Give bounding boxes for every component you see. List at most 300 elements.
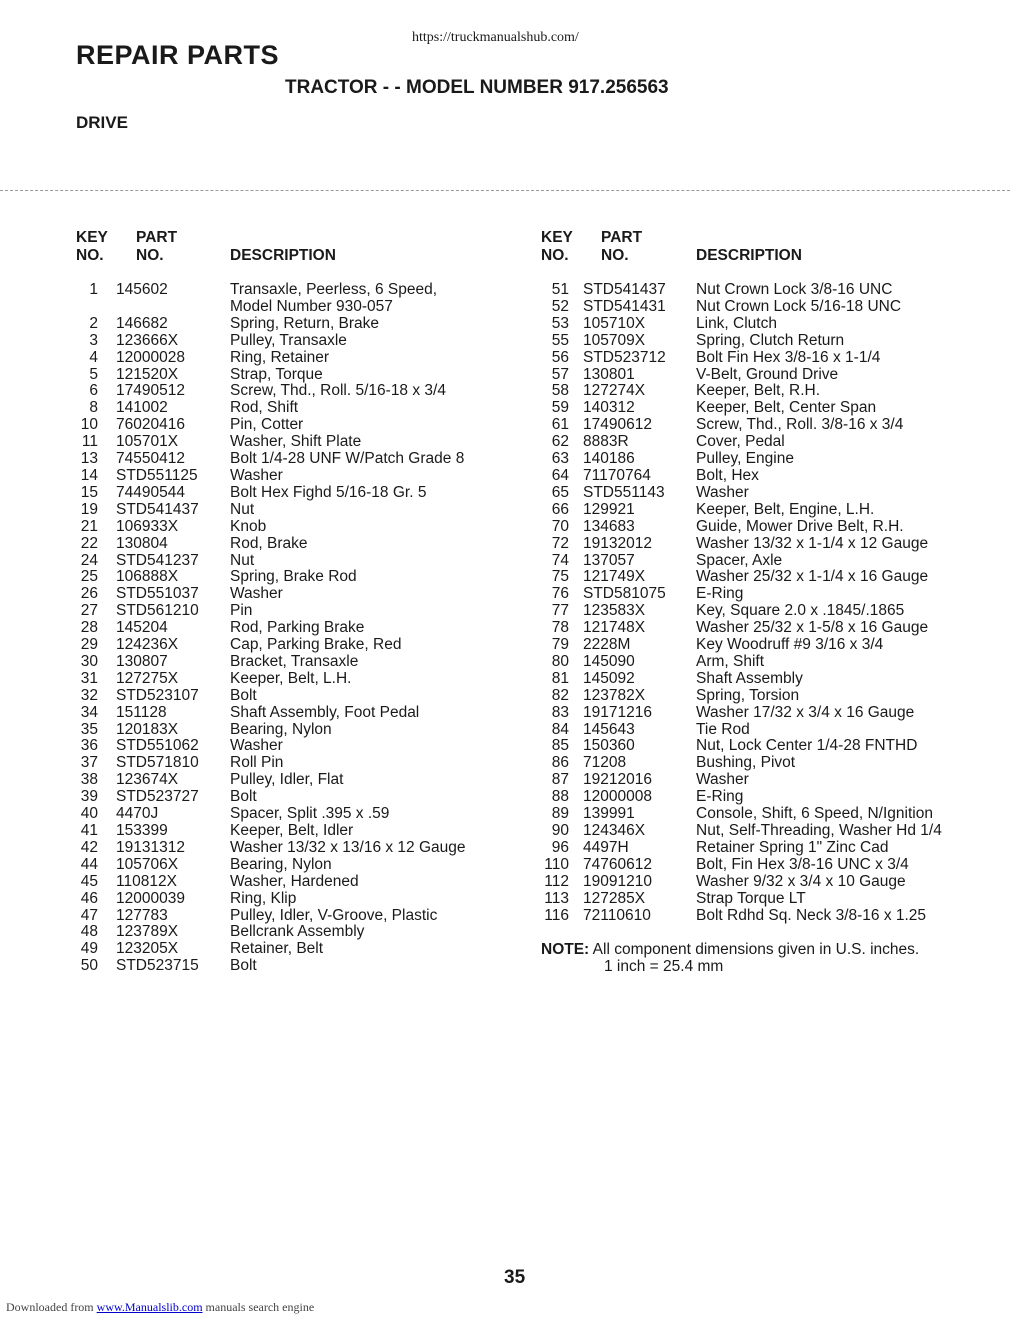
part-description: Washer 17/32 x 3/4 x 16 Gauge (696, 703, 915, 721)
part-number: 127274X (583, 382, 646, 400)
table-row (541, 553, 942, 570)
key-number: 19 (80, 500, 98, 518)
table-row (76, 755, 466, 772)
part-description: Tie Rod (696, 720, 750, 738)
part-description: Washer (230, 737, 283, 755)
part-description: Arm, Shift (696, 652, 765, 670)
part-number: STD571810 (116, 754, 199, 772)
key-number: 55 (551, 331, 569, 349)
part-number: 76020416 (116, 416, 185, 434)
key-number: 50 (80, 957, 98, 975)
part-description: Keeper, Belt, Idler (230, 822, 354, 839)
key-number: 21 (80, 517, 98, 535)
table-row (76, 586, 466, 603)
key-number: 110 (544, 855, 569, 873)
key-number: 83 (551, 703, 569, 721)
part-number: STD523715 (116, 957, 199, 975)
part-description: Spring, Clutch Return (696, 331, 845, 349)
table-row (541, 299, 942, 316)
table-row (76, 316, 466, 333)
part-description: Roll Pin (230, 754, 284, 772)
key-number: 47 (80, 906, 98, 924)
table-row (76, 553, 466, 570)
part-number: 110812X (116, 872, 177, 890)
table-row (541, 434, 942, 451)
table-row (76, 400, 466, 417)
table-row (541, 519, 942, 536)
table-row (541, 502, 942, 519)
table-row (541, 282, 942, 299)
part-description: Spring, Torsion (696, 686, 800, 704)
part-description: Keeper, Belt, L.H. (230, 669, 352, 687)
table-row (541, 468, 942, 485)
part-description: Pulley, Idler, V-Groove, Plastic (230, 906, 438, 924)
part-description: Guide, Mower Drive Belt, R.H. (696, 517, 904, 535)
key-number: 70 (551, 517, 569, 535)
part-number: 145090 (583, 652, 635, 670)
part-number: 4470J (116, 805, 159, 823)
table-row (541, 451, 942, 468)
part-description: Retainer Spring 1" Zinc Cad (696, 838, 889, 856)
part-number: STD541237 (116, 551, 199, 569)
key-number: 42 (80, 838, 98, 856)
part-description: Bolt 1/4-28 UNF W/Patch Grade 8 (230, 450, 465, 468)
key-number: 46 (80, 889, 98, 907)
table-row (76, 772, 466, 789)
key-number: 30 (80, 652, 98, 670)
part-description: Ring, Retainer (230, 348, 330, 366)
table-row (541, 789, 942, 806)
header-key: KEY (541, 229, 573, 246)
part-number: 12000039 (116, 889, 185, 907)
key-number: 79 (551, 636, 569, 654)
part-number: 19132012 (583, 534, 652, 552)
key-number: 76 (551, 585, 569, 603)
part-description: Screw, Thd., Roll. 3/8-16 x 3/4 (696, 416, 904, 434)
part-number: 124236X (116, 636, 179, 654)
part-number: 71170764 (583, 466, 651, 484)
part-description: Rod, Parking Brake (230, 619, 365, 637)
part-number: STD523107 (116, 686, 199, 704)
header-key: KEY (76, 229, 108, 246)
key-number: 40 (80, 805, 98, 823)
key-number: 63 (551, 450, 569, 468)
key-number: 59 (551, 399, 569, 417)
table-row (76, 367, 466, 384)
part-number: 123674X (116, 771, 179, 789)
key-number: 72 (551, 534, 569, 552)
key-number: 51 (551, 281, 569, 298)
part-description: Nut, Lock Center 1/4-28 FNTHD (696, 737, 918, 755)
part-number: 151128 (116, 703, 167, 721)
header-part: PART (601, 229, 643, 246)
table-row (541, 350, 942, 367)
part-description: Nut Crown Lock 3/8-16 UNC (696, 281, 893, 298)
part-description: Link, Clutch (696, 314, 777, 332)
part-number: 8883R (583, 433, 629, 451)
key-number: 8 (89, 399, 98, 417)
header-description: DESCRIPTION (696, 247, 802, 264)
key-number: 53 (551, 314, 569, 332)
part-number: 12000028 (116, 348, 185, 366)
part-number: 105710X (583, 314, 646, 332)
part-description: Key Woodruff #9 3/16 x 3/4 (696, 636, 884, 654)
table-row (541, 772, 942, 789)
part-number: 129921 (583, 500, 635, 518)
manualslib-link[interactable]: www.Manualslib.com (96, 1300, 203, 1314)
part-description: Bolt (230, 686, 257, 704)
table-row (541, 806, 942, 823)
key-number: 88 (551, 788, 569, 806)
part-number: 105706X (116, 855, 179, 873)
header-key-no: NO. (76, 247, 104, 264)
key-number: 75 (551, 568, 569, 586)
key-number: 84 (551, 720, 569, 738)
part-number: 145602 (116, 281, 168, 298)
part-number: 127275X (116, 669, 179, 687)
table-row (76, 434, 466, 451)
table-row (76, 958, 466, 975)
table-header (76, 228, 466, 282)
part-description: Washer 9/32 x 3/4 x 10 Gauge (696, 872, 906, 890)
part-description: Pulley, Engine (696, 450, 794, 468)
table-row (76, 908, 466, 925)
table-header (541, 228, 942, 282)
part-number: 121749X (583, 568, 646, 586)
table-row (541, 722, 942, 739)
part-number: 17490612 (583, 416, 652, 434)
key-number: 6 (89, 382, 98, 400)
table-row (541, 637, 942, 654)
part-number: 123782X (583, 686, 646, 704)
part-description: Washer, Hardened (230, 872, 359, 890)
part-number: STD561210 (116, 602, 199, 620)
part-description: Bracket, Transaxle (230, 652, 359, 670)
key-number: 65 (551, 483, 569, 501)
part-description: Bearing, Nylon (230, 855, 332, 873)
part-description: Knob (230, 517, 267, 535)
table-row (76, 789, 466, 806)
note-conversion: 1 inch = 25.4 mm (604, 958, 724, 975)
part-number: 17490512 (116, 382, 185, 400)
table-row (76, 722, 466, 739)
part-number: 120183X (116, 720, 179, 738)
key-number: 27 (80, 602, 98, 620)
part-description: Retainer, Belt (230, 940, 324, 958)
table-row (541, 688, 942, 705)
footer (6, 1300, 314, 1315)
part-number: 106888X (116, 568, 179, 586)
divider (0, 190, 1010, 191)
page-title: REPAIR PARTS (76, 40, 280, 70)
key-number: 89 (551, 805, 569, 823)
key-number: 52 (551, 297, 569, 315)
table-row (541, 367, 942, 384)
key-number: 5 (89, 365, 98, 383)
part-description: Strap, Torque (230, 365, 323, 383)
table-row (76, 282, 466, 316)
key-number: 45 (80, 872, 98, 890)
key-number: 13 (80, 450, 98, 468)
key-number: 77 (551, 602, 569, 620)
table-row (76, 383, 466, 400)
table-row (76, 806, 466, 823)
table-row (541, 536, 942, 553)
part-number: 140186 (583, 450, 635, 468)
part-number: 12000008 (583, 788, 652, 806)
part-description: Bellcrank Assembly (230, 923, 365, 941)
part-number: STD541437 (116, 500, 199, 518)
key-number: 38 (80, 771, 98, 789)
part-description: Spacer, Axle (696, 551, 783, 569)
part-description: Washer (696, 483, 749, 501)
part-description: Bearing, Nylon (230, 720, 332, 738)
key-number: 37 (80, 754, 98, 772)
part-description: Washer 13/32 x 13/16 x 12 Gauge (230, 838, 466, 856)
key-number: 57 (551, 365, 569, 383)
part-description: Spring, Brake Rod (230, 568, 357, 586)
part-description: Nut (230, 500, 255, 518)
part-description: Spring, Return, Brake (230, 314, 380, 332)
part-description: Rod, Shift (230, 399, 299, 417)
part-number: 130804 (116, 534, 168, 552)
part-number: 74760612 (583, 855, 652, 873)
part-number: STD523712 (583, 348, 666, 366)
part-number: 140312 (583, 399, 635, 417)
model-subtitle: TRACTOR - - MODEL NUMBER 917.256563 (285, 77, 669, 98)
part-description: Screw, Thd., Roll. 5/16-18 x 3/4 (230, 382, 446, 400)
table-row (541, 316, 942, 333)
part-description: Bolt Hex Fighd 5/16-18 Gr. 5 (230, 483, 427, 501)
part-number: 19091210 (583, 872, 652, 890)
part-description: Washer 25/32 x 1-5/8 x 16 Gauge (696, 619, 929, 637)
part-number: 123789X (116, 923, 179, 941)
part-number: 139991 (583, 805, 635, 823)
header-key-no: NO. (541, 247, 569, 264)
part-description: Bushing, Pivot (696, 754, 796, 772)
part-description: Bolt (230, 957, 257, 975)
part-number: 134683 (583, 517, 635, 535)
table-row (76, 654, 466, 671)
key-number: 31 (80, 669, 98, 687)
part-number: 121520X (116, 365, 179, 383)
part-description: Cover, Pedal (696, 433, 785, 451)
part-number: STD581075 (583, 585, 666, 603)
key-number: 86 (551, 754, 569, 772)
dimension-note (541, 941, 919, 975)
part-description: E-Ring (696, 585, 744, 603)
key-number: 74 (551, 551, 569, 569)
header-part-no: NO. (136, 247, 164, 264)
part-number: 124346X (583, 822, 646, 839)
note-text: All component dimensions given in U.S. inches. (592, 941, 920, 958)
header-part-no: NO. (601, 247, 629, 264)
part-number: 150360 (583, 737, 635, 755)
part-number: 145204 (116, 619, 168, 637)
table-row (76, 485, 466, 502)
table-row (541, 603, 942, 620)
part-description: Bolt (230, 788, 257, 806)
part-description: Console, Shift, 6 Speed, N/Ignition (696, 805, 933, 823)
part-number: STD551037 (116, 585, 199, 603)
key-number: 36 (80, 737, 98, 755)
part-description: Pulley, Idler, Flat (230, 771, 344, 789)
part-number: 146682 (116, 314, 168, 332)
table-row (76, 857, 466, 874)
part-description: Keeper, Belt, Engine, L.H. (696, 500, 875, 518)
part-description: Washer (696, 771, 749, 789)
key-number: 113 (544, 889, 569, 907)
part-description: Washer (230, 585, 283, 603)
table-row (541, 620, 942, 637)
key-number: 49 (80, 940, 98, 958)
key-number: 11 (81, 433, 98, 451)
key-number: 3 (89, 331, 98, 349)
part-number: STD541437 (583, 281, 666, 298)
part-number: 123666X (116, 331, 179, 349)
key-number: 66 (551, 500, 569, 518)
table-row (76, 502, 466, 519)
table-row (541, 654, 942, 671)
part-number: 19171216 (583, 703, 652, 721)
key-number: 62 (551, 433, 569, 451)
table-row (541, 383, 942, 400)
part-number: STD551125 (116, 466, 198, 484)
footer-prefix: Downloaded from (6, 1300, 94, 1314)
key-number: 10 (80, 416, 98, 434)
table-row (541, 333, 942, 350)
part-number: 105701X (116, 433, 179, 451)
part-number: 130801 (583, 365, 635, 383)
part-number: 74550412 (116, 450, 185, 468)
page-number: 35 (504, 1267, 526, 1288)
key-number: 39 (80, 788, 98, 806)
key-number: 4 (89, 348, 98, 366)
key-number: 35 (80, 720, 98, 738)
table-row (541, 755, 942, 772)
key-number: 112 (544, 872, 569, 890)
key-number: 116 (544, 906, 569, 924)
key-number: 26 (80, 585, 98, 603)
part-number: 2228M (583, 636, 631, 654)
table-row (76, 350, 466, 367)
part-description: Transaxle, Peerless, 6 Speed, Model Number 930-057 (230, 281, 438, 315)
part-number: STD541431 (583, 297, 666, 315)
table-row (76, 688, 466, 705)
part-number: 137057 (583, 551, 635, 569)
part-description: Pin, Cotter (230, 416, 304, 434)
part-number: 72110610 (583, 906, 651, 924)
table-row (541, 840, 942, 857)
table-row (76, 519, 466, 536)
key-number: 80 (551, 652, 569, 670)
part-description: Bolt, Hex (696, 466, 759, 484)
key-number: 14 (80, 466, 98, 484)
key-number: 48 (80, 923, 98, 941)
part-description: Rod, Brake (230, 534, 308, 552)
parts-table-left (76, 228, 466, 975)
table-row (76, 891, 466, 908)
header-part: PART (136, 229, 178, 246)
parts-table-right (541, 228, 942, 924)
part-number: 106933X (116, 517, 179, 535)
part-description: Bolt, Fin Hex 3/8-16 UNC x 3/4 (696, 855, 909, 873)
table-row (76, 468, 466, 485)
part-description: Strap Torque LT (696, 889, 806, 907)
section-heading: DRIVE (76, 113, 128, 132)
part-number: 19212016 (583, 771, 652, 789)
part-number: 123583X (583, 602, 646, 620)
table-row (541, 705, 942, 722)
footer-suffix: manuals search engine (205, 1300, 315, 1314)
key-number: 28 (80, 619, 98, 637)
table-row (541, 569, 942, 586)
key-number: 15 (80, 483, 98, 501)
key-number: 1 (89, 281, 98, 298)
table-row (541, 586, 942, 603)
part-number: STD523727 (116, 788, 199, 806)
key-number: 41 (80, 822, 98, 839)
part-number: 71208 (583, 754, 627, 772)
table-row (76, 536, 466, 553)
part-description: Bolt Rdhd Sq. Neck 3/8-16 x 1.25 (696, 906, 927, 924)
table-row (541, 738, 942, 755)
key-number: 61 (551, 416, 569, 434)
part-description: Washer, Shift Plate (230, 433, 362, 451)
part-description: Pin (230, 602, 253, 620)
part-number: 145643 (583, 720, 635, 738)
part-number: 127783 (116, 906, 168, 924)
note-label: NOTE: (541, 941, 590, 958)
table-row (76, 823, 466, 840)
key-number: 29 (80, 636, 98, 654)
table-row (76, 603, 466, 620)
table-row (76, 941, 466, 958)
part-number: 105709X (583, 331, 646, 349)
key-number: 2 (89, 314, 98, 332)
key-number: 34 (80, 703, 98, 721)
table-row (541, 400, 942, 417)
part-number: 74490544 (116, 483, 185, 501)
table-row (541, 417, 942, 434)
part-description: Bolt Fin Hex 3/8-16 x 1-1/4 (696, 348, 881, 366)
key-number: 25 (80, 568, 98, 586)
key-number: 78 (551, 619, 569, 637)
table-row (76, 569, 466, 586)
part-description: Washer 13/32 x 1-1/4 x 12 Gauge (696, 534, 929, 552)
part-description: Ring, Klip (230, 889, 297, 907)
key-number: 58 (551, 382, 569, 400)
part-description: Nut (230, 551, 255, 569)
part-number: 19131312 (116, 838, 185, 856)
table-row (76, 840, 466, 857)
part-description: V-Belt, Ground Drive (696, 365, 839, 383)
part-number: 141002 (116, 399, 168, 417)
part-description: Shaft Assembly (696, 669, 803, 687)
table-row (76, 417, 466, 434)
table-row (541, 671, 942, 688)
part-number: 121748X (583, 619, 646, 637)
part-number: 145092 (583, 669, 635, 687)
part-description: Nut, Self-Threading, Washer Hd 1/4 (696, 822, 942, 839)
key-number: 82 (551, 686, 569, 704)
part-description: Nut Crown Lock 5/16-18 UNC (696, 297, 902, 315)
table-rows (541, 282, 942, 924)
table-row (76, 705, 466, 722)
header-description: DESCRIPTION (230, 247, 336, 264)
part-description: E-Ring (696, 788, 744, 806)
part-description: Key, Square 2.0 x .1845/.1865 (696, 602, 905, 620)
